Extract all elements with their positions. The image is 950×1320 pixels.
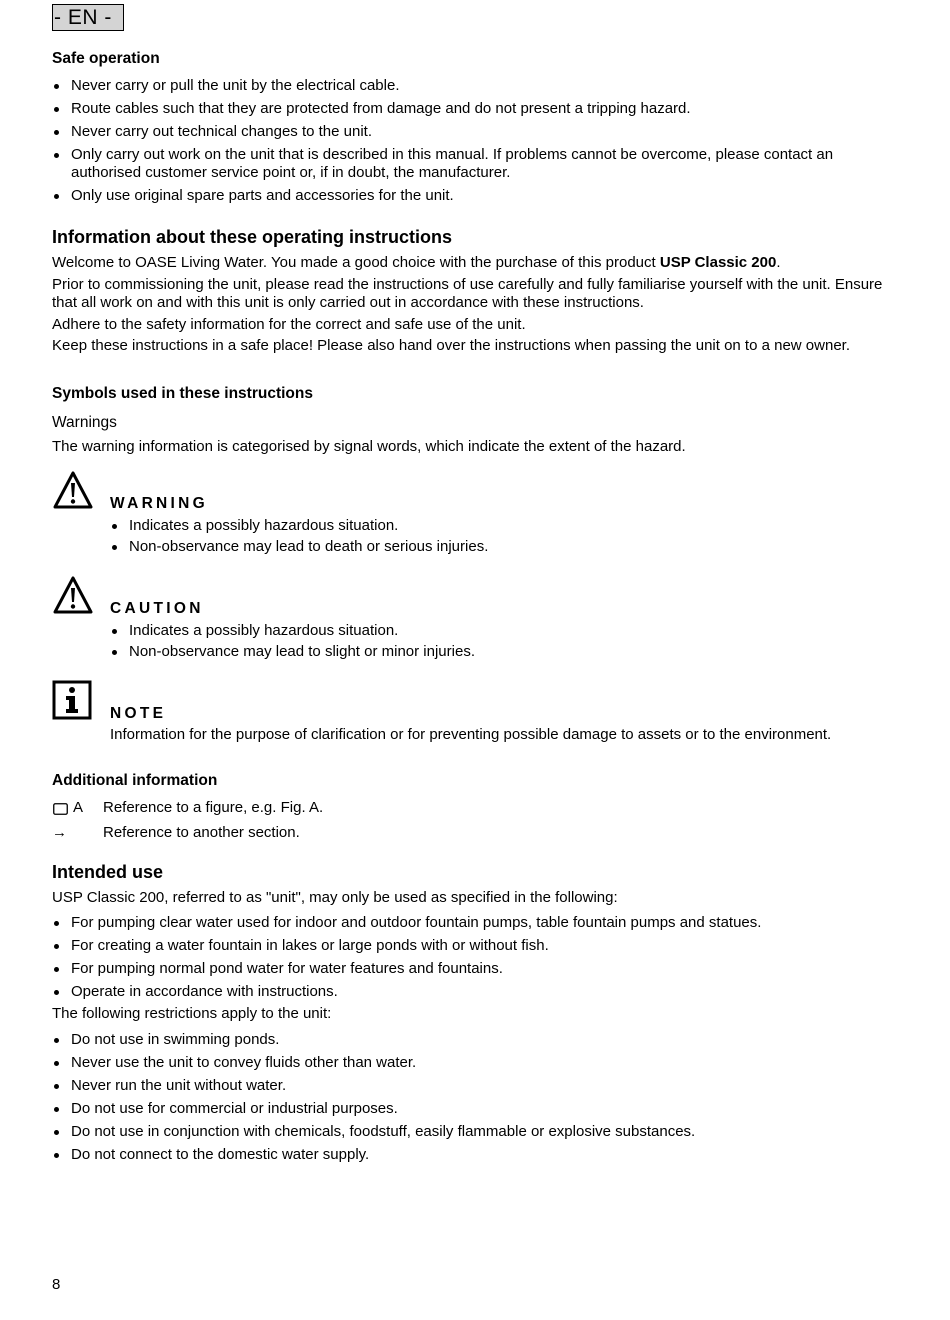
list-item: Never use the unit to convey fluids other than water. [52, 1054, 902, 1072]
list-item: Do not connect to the domestic water supply. [52, 1146, 902, 1164]
list-item: For pumping normal pond water for water features and fountains. [52, 960, 902, 978]
arrow-right-icon: → [52, 824, 67, 841]
keep-instructions-paragraph: Keep these instructions in a safe place! Please also hand over the instructions when passing the unit on to a new owner. [52, 337, 850, 354]
warnings-intro: The warning information is categorised by signal words, which indicate the extent of the hazard. [52, 438, 686, 455]
figure-reference-letter: A [73, 799, 84, 816]
warning-triangle-icon [52, 470, 94, 514]
list-item: Indicates a possibly hazardous situation. [110, 517, 890, 535]
safe-operation-heading: Safe operation [52, 50, 160, 67]
restrictions-list [52, 1031, 902, 1164]
list-item: Do not use for commercial or industrial purposes. [52, 1100, 902, 1118]
list-item: Only use original spare parts and accessories for the unit. [52, 187, 902, 205]
product-name: USP Classic 200 [659, 254, 777, 271]
warnings-heading: Warnings [52, 414, 117, 431]
safety-adhere-paragraph: Adhere to the safety information for the correct and safe use of the unit. [52, 315, 526, 333]
note-text: Information for the purpose of clarification or for preventing possible damage to assets or to the environment. [110, 726, 832, 743]
list-item: Indicates a possibly hazardous situation. [110, 622, 890, 640]
list-item: For pumping clear water used for indoor and outdoor fountain pumps, table fountain pumps and statues. [52, 914, 902, 932]
commissioning-paragraph: Prior to commissioning the unit, please read the instructions of use carefully and fully familiarise yourself with the unit. Ensure that all work on and with this unit is only carried out in accordance with these instructions. [52, 275, 883, 311]
intended-use-list [52, 914, 902, 1001]
warning-signal-word: WARNING [110, 495, 209, 512]
note-signal-word: NOTE [110, 705, 167, 722]
list-item: Non-observance may lead to slight or minor injuries. [110, 643, 890, 661]
language-tab: - EN - [52, 4, 124, 31]
list-item: Do not use in swimming ponds. [52, 1031, 902, 1049]
figure-box-icon [53, 802, 68, 819]
list-item: Only carry out work on the unit that is described in this manual. If problems cannot be overcome, please contact an authorised customer service point or, if in doubt, the manufacturer. [52, 146, 902, 182]
list-item: Do not use in conjunction with chemicals, foodstuff, easily flammable or explosive substances. [52, 1123, 902, 1141]
list-item: Never carry out technical changes to the unit. [52, 123, 902, 141]
list-item: Route cables such that they are protected from damage and do not present a tripping hazard. [52, 100, 902, 118]
additional-info-heading: Additional information [52, 772, 218, 789]
list-item: Non-observance may lead to death or serious injuries. [110, 538, 890, 556]
info-instructions-heading: Information about these operating instructions [52, 227, 453, 247]
figure-reference-text: Reference to a figure, e.g. Fig. A. [103, 799, 324, 816]
caution-list [110, 622, 890, 661]
caution-signal-word: CAUTION [110, 600, 204, 617]
info-instructions-body [52, 254, 902, 356]
info-icon [52, 680, 92, 724]
warning-triangle-icon [52, 575, 94, 619]
page-number: 8 [52, 1276, 61, 1293]
warning-list [110, 517, 890, 556]
restrictions-intro: The following restrictions apply to the unit: [52, 1005, 332, 1022]
symbols-heading: Symbols used in these instructions [52, 385, 313, 402]
safe-operation-list [52, 77, 902, 205]
list-item: Never run the unit without water. [52, 1077, 902, 1095]
list-item: Operate in accordance with instructions. [52, 983, 902, 1001]
list-item: For creating a water fountain in lakes or large ponds with or without fish. [52, 937, 902, 955]
intended-use-intro: USP Classic 200, referred to as "unit", may only be used as specified in the following: [52, 889, 618, 906]
section-reference-text: Reference to another section. [103, 824, 300, 841]
intended-use-heading: Intended use [52, 862, 164, 882]
welcome-paragraph: Welcome to OASE Living Water. You made a good choice with the purchase of this product USP Classic 200. [52, 254, 781, 271]
list-item: Never carry or pull the unit by the electrical cable. [52, 77, 902, 95]
